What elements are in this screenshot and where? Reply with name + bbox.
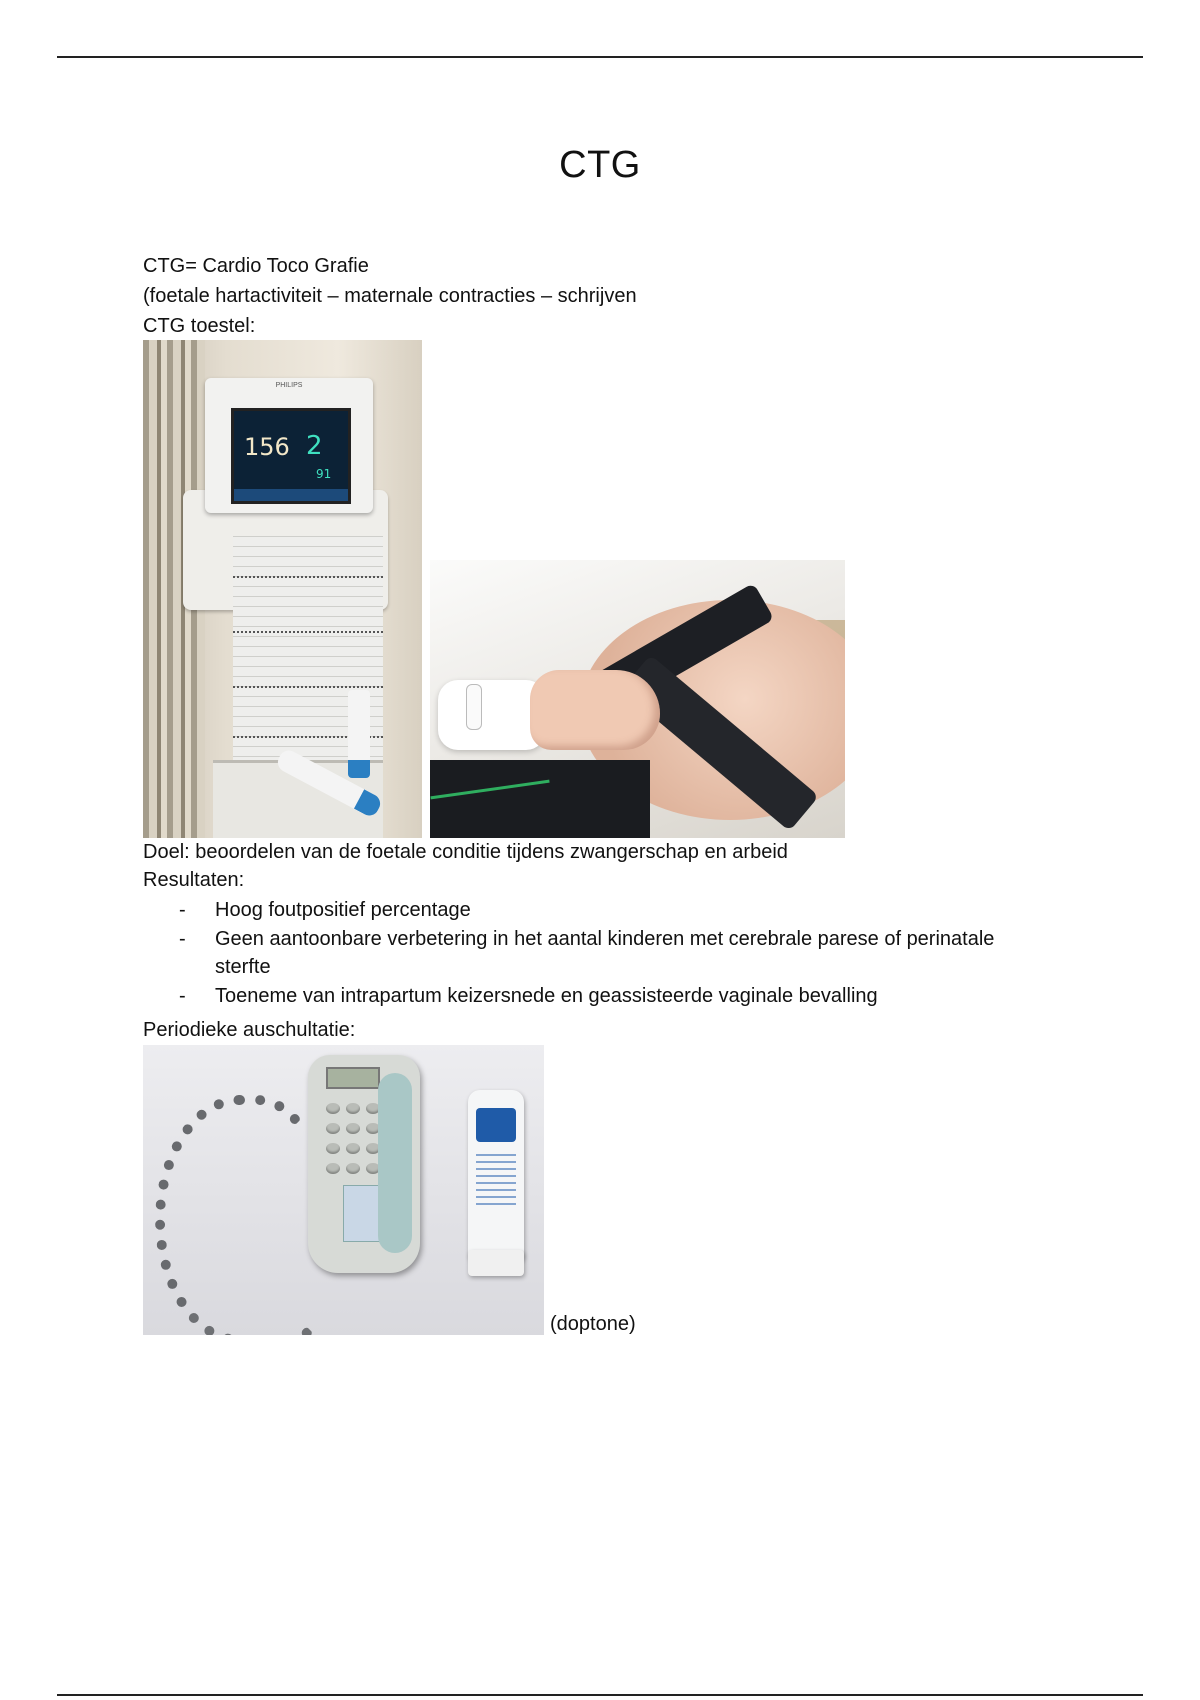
doptone-photo — [143, 1045, 544, 1335]
gel-tube-print — [476, 1150, 516, 1210]
list-item — [143, 896, 1043, 924]
bullet-dash: - — [179, 928, 186, 950]
doptone-key — [326, 1163, 340, 1174]
doptone-key — [346, 1103, 360, 1114]
coiled-cable — [155, 1095, 325, 1335]
list-item-text: Hoog foutpositief percentage — [215, 899, 471, 921]
intro-line-ctg-definition: CTG= Cardio Toco Grafie — [143, 255, 369, 277]
paper-trace — [233, 631, 383, 635]
gel-tube-logo — [476, 1108, 516, 1142]
doel-line: Doel: beoordelen van de foetale conditie tijdens zwangerschap en arbeid — [143, 841, 788, 863]
monitor-screen — [231, 408, 351, 504]
monitor-brand: PHILIPS — [275, 382, 303, 389]
gel-tube — [468, 1090, 524, 1262]
bullet-dash: - — [179, 985, 186, 1007]
doptone-key — [326, 1123, 340, 1134]
paper-trace — [233, 576, 383, 580]
monitor-secondary-value: 91 — [316, 467, 332, 481]
doptone-key — [346, 1143, 360, 1154]
ctg-transducer-belly-photo — [430, 560, 845, 838]
ctg-device-photo — [143, 340, 422, 838]
monitor-toco-value: 2 — [306, 431, 323, 461]
doptone-display — [326, 1067, 380, 1089]
resultaten-heading: Resultaten: — [143, 869, 245, 891]
intro-line-device-label: CTG toestel: — [143, 315, 256, 337]
hospital-wristband — [466, 684, 482, 730]
gel-bottle — [348, 690, 370, 778]
ctg-monitor — [205, 378, 373, 513]
list-item — [143, 982, 1043, 1010]
list-item — [143, 925, 1043, 981]
bullet-dash: - — [179, 899, 186, 921]
top-rule — [57, 56, 1143, 58]
list-item-text: Geen aantoonbare verbetering in het aantal kinderen met cerebrale parese of perinatale sterfte — [215, 928, 995, 978]
doptone-key — [346, 1163, 360, 1174]
auscultatie-heading: Periodieke auschultatie: — [143, 1019, 356, 1041]
monitor-softkey-bar — [234, 489, 348, 501]
doptone-key — [346, 1123, 360, 1134]
intro-line-components: (foetale hartactiviteit – maternale contracties – schrijven — [143, 285, 637, 307]
hand — [530, 670, 660, 750]
doptone-key — [326, 1103, 340, 1114]
doptone-probe — [378, 1073, 412, 1253]
monitor-fetal-heart-rate: 156 — [244, 433, 290, 461]
doptone-key — [326, 1143, 340, 1154]
doptone-caption: (doptone) — [550, 1313, 636, 1335]
page-title: CTG — [559, 144, 641, 186]
bottom-rule — [57, 1694, 1143, 1696]
dark-clothing — [430, 760, 650, 838]
gel-tube-cap — [468, 1250, 524, 1276]
list-item-text: Toeneme van intrapartum keizersnede en geassisteerde vaginale bevalling — [215, 985, 878, 1007]
resultaten-list — [143, 896, 1043, 1011]
